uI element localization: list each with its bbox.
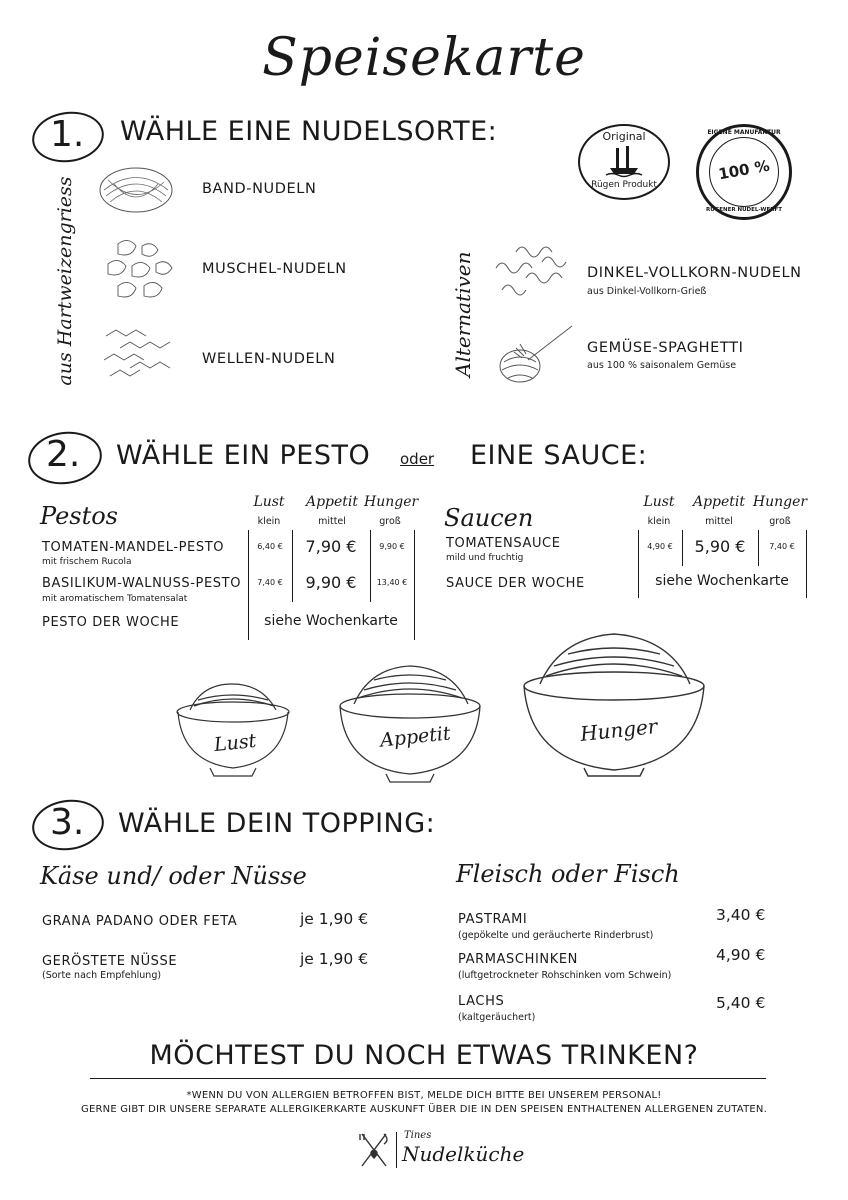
drinks-heading: MÖCHTEST DU NOCH ETWAS TRINKEN?	[149, 1040, 699, 1071]
pesto-1-price-small: 6,40 €	[257, 542, 283, 551]
bowl-lust-illustration	[172, 676, 294, 780]
pesto-col-line-4	[414, 530, 415, 640]
pesto-1-name: TOMATEN-MANDEL-PESTO	[42, 540, 225, 555]
badge-original-text: Original	[602, 130, 646, 143]
sauce-1-price-medium: 5,90 €	[694, 537, 746, 556]
sauce-1-price-large: 7,40 €	[769, 542, 795, 551]
sauce-2-note: siehe Wochenkarte	[655, 573, 789, 589]
topping-pastrami-name: PASTRAMI	[458, 912, 528, 927]
band-noodles-illustration	[96, 160, 176, 216]
badge-ring-top: EIGENE MANUFAKTUR	[707, 129, 781, 136]
bowl-lust-label: Lust	[212, 729, 258, 757]
fusilli-illustration	[486, 238, 582, 302]
topping-cheese-price: je 1,90 €	[300, 910, 369, 928]
bowl-hunger-illustration	[518, 630, 710, 778]
pesto-3-note: siehe Wochenkarte	[264, 613, 398, 629]
saucen-title: Saucen	[444, 504, 534, 532]
sauce-size-hunger-sub: groß	[769, 516, 791, 527]
manufaktur-badge	[696, 124, 792, 220]
sauce-size-hunger: Hunger	[752, 494, 808, 510]
pesto-size-lust-sub: klein	[257, 516, 281, 527]
bowl-appetit-label: Appetit	[379, 722, 452, 752]
pestos-title: Pestos	[40, 502, 118, 530]
topping-pastrami-sub: (gepökelte und geräucherte Rinderbrust)	[458, 930, 654, 941]
sauce-1-sub: mild und fruchtig	[446, 553, 524, 563]
topping-nuts-sub: (Sorte nach Empfehlung)	[42, 970, 162, 981]
durum-side-label: aus Hartweizengriess	[54, 176, 76, 386]
sauce-size-lust-sub: klein	[647, 516, 671, 527]
alt-gemuese-name: GEMÜSE-SPAGHETTI	[587, 340, 744, 356]
badge-ruegen-text: Rügen Produkt	[591, 180, 657, 190]
topping-nuts-price: je 1,90 €	[300, 950, 369, 968]
step1-number: 1.	[50, 114, 85, 155]
pesto-col-line-3	[370, 530, 371, 602]
topping-lachs-price: 5,40 €	[716, 994, 766, 1012]
badge-ring-bottom: RÜGENER NUDEL-WERFT	[706, 207, 782, 213]
drinks-divider	[90, 1078, 766, 1079]
pesto-2-sub: mit aromatischem Tomatensalat	[42, 594, 188, 604]
pesto-2-price-medium: 9,90 €	[305, 573, 357, 592]
ship-icon	[604, 144, 644, 178]
noodle-shell-name: MUSCHEL-NUDELN	[202, 261, 347, 277]
topping-parma-price: 4,90 €	[716, 946, 766, 964]
sauce-size-appetit-sub: mittel	[705, 516, 733, 527]
pesto-3-name: PESTO DER WOCHE	[42, 615, 180, 630]
step3-heading: WÄHLE DEIN TOPPING:	[118, 808, 436, 839]
pesto-size-appetit-sub: mittel	[318, 516, 346, 527]
topping-lachs-sub: (kaltgeräuchert)	[458, 1012, 536, 1023]
topping-parma-sub: (luftgetrockneter Rohschinken vom Schwein)	[458, 970, 672, 981]
allergy-note-1: *WENN DU VON ALLERGIEN BETROFFEN BIST, MELDE DICH BITTE BEI UNSEREM PERSONAL!	[186, 1090, 662, 1101]
step2-heading-a: WÄHLE EIN PESTO	[116, 440, 371, 471]
pesto-size-lust: Lust	[253, 494, 285, 510]
bowl-hunger-label: Hunger	[578, 714, 659, 746]
spaghetti-fork-illustration	[488, 320, 578, 386]
step1-heading: WÄHLE EINE NUDELSORTE:	[120, 116, 498, 147]
sauce-2-name: SAUCE DER WOCHE	[446, 576, 585, 591]
sauce-size-lust: Lust	[643, 494, 675, 510]
pesto-2-name: BASILIKUM-WALNUSS-PESTO	[42, 576, 242, 591]
noodle-band-name: BAND-NUDELN	[202, 181, 317, 197]
topping-cheese-name: GRANA PADANO ODER FETA	[42, 914, 238, 929]
logo-big-text: Nudelküche	[402, 1142, 525, 1166]
sauce-1-price-small: 4,90 €	[647, 542, 673, 551]
alt-gemuese-sub: aus 100 % saisonalem Gemüse	[587, 360, 737, 371]
sauce-size-appetit: Appetit	[692, 494, 746, 510]
pesto-1-price-medium: 7,90 €	[305, 537, 357, 556]
topping-lachs-name: LACHS	[458, 994, 505, 1009]
step2-heading-b: EINE SAUCE:	[470, 440, 648, 471]
noodle-wave-name: WELLEN-NUDELN	[202, 351, 336, 367]
logo-divider	[396, 1132, 397, 1168]
logo-small-text: Tines	[404, 1130, 432, 1141]
topping-nuts-name: GERÖSTETE NÜSSE	[42, 954, 178, 969]
step2-number: 2.	[46, 434, 81, 475]
cutlery-heart-icon	[356, 1130, 392, 1170]
allergy-note-2: GERNE GIBT DIR UNSERE SEPARATE ALLERGIKERKARTE AUSKUNFT ÜBER DIE IN DEN SPEISEN ENTHALTENEN ALLERGENEN ZUTATEN.	[81, 1104, 767, 1115]
wave-noodles-illustration	[100, 322, 180, 384]
pesto-1-sub: mit frischem Rucola	[42, 557, 132, 567]
menu-title: Speisekarte	[262, 28, 586, 88]
sauce-1-name: TOMATENSAUCE	[446, 536, 561, 551]
pesto-size-hunger: Hunger	[364, 494, 419, 510]
alt-dinkel-name: DINKEL-VOLLKORN-NUDELN	[587, 265, 802, 281]
alt-dinkel-sub: aus Dinkel-Vollkorn-Grieß	[587, 286, 707, 297]
step2-oder: oder	[400, 450, 435, 468]
pesto-2-price-small: 7,40 €	[257, 578, 283, 587]
pesto-size-hunger-sub: groß	[379, 516, 401, 527]
pesto-size-appetit: Appetit	[305, 494, 359, 510]
badge-percent: 100 %	[717, 156, 771, 184]
topping-pastrami-price: 3,40 €	[716, 906, 766, 924]
pesto-1-price-large: 9,90 €	[379, 542, 405, 551]
shell-noodles-illustration	[98, 234, 180, 306]
original-ruegen-badge	[578, 124, 670, 200]
topping-parma-name: PARMASCHINKEN	[458, 952, 578, 967]
bowl-appetit-illustration	[334, 660, 486, 784]
topping-left-title: Käse und/ oder Nüsse	[40, 862, 307, 890]
step3-number: 3.	[50, 802, 85, 843]
sauce-col-line-4	[806, 530, 807, 598]
alternatives-label: Alternativen	[451, 251, 475, 377]
pesto-2-price-large: 13,40 €	[376, 578, 408, 587]
topping-right-title: Fleisch oder Fisch	[456, 860, 680, 888]
